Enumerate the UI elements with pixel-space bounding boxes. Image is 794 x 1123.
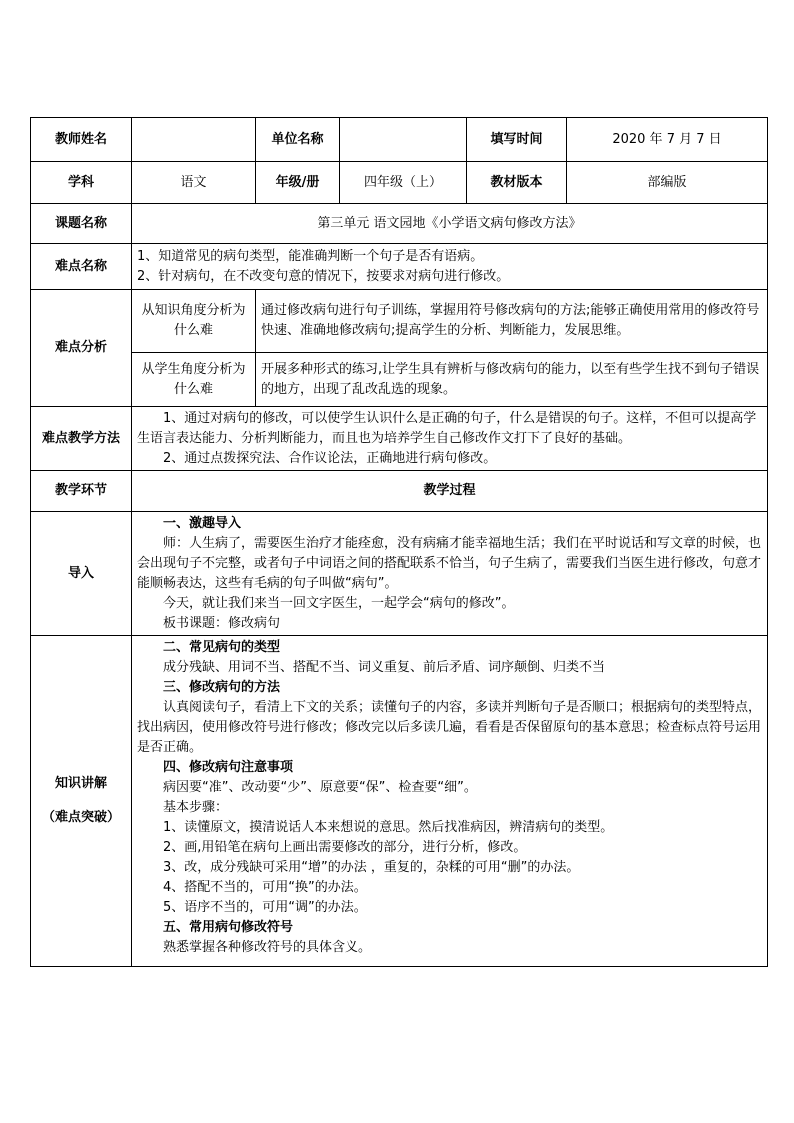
method-content <box>132 407 768 471</box>
student-angle-label: 从学生角度分析为什么难 <box>132 353 256 407</box>
student-angle-text: 开展多种形式的练习,让学生具有辨析与修改病句的能力，以至有些学生找不到句子错误的地方，出现了乱改乱选的现象。 <box>256 353 768 407</box>
knowledge-row <box>31 636 768 967</box>
intro-content <box>132 512 768 636</box>
intro-paragraph-2: 今天，就让我们来当一回文字医生，一起学会“病句的修改”。 <box>163 596 515 611</box>
unit-name-label: 单位名称 <box>256 118 340 162</box>
intro-paragraph-3: 板书课题：修改病句 <box>163 616 281 631</box>
teacher-name-label: 教师姓名 <box>31 118 132 162</box>
knowledge-heading-2: 二、常见病句的类型 <box>163 640 281 655</box>
lesson-plan-table <box>30 117 768 967</box>
knowledge-step-3: 3、改，成分残缺可采用“增”的办法 ，重复的，杂糅的可用“删”的办法。 <box>163 860 580 875</box>
topic-value: 第三单元 语文园地《小学语文病句修改方法》 <box>132 204 768 244</box>
knowledge-angle-label: 从知识角度分析为什么难 <box>132 290 256 353</box>
method-paragraph-1: 1、通过对病句的修改，可以使学生认识什么是正确的句子，什么是错误的句子。这样，不但可以提高学生语言表达能力、分析判断能力，而且也为培养学生自己修改作文打下了良好的基础。 <box>137 410 757 446</box>
intro-heading: 一、激趣导入 <box>163 516 242 531</box>
analysis-row-knowledge <box>31 290 768 353</box>
knowledge-content <box>132 636 768 967</box>
analysis-row-student <box>31 353 768 407</box>
difficulty-line-1: 1、知道常见的病句类型，能准确判断一个句子是否有语病。 <box>137 248 484 264</box>
subject-label: 学科 <box>31 162 132 204</box>
knowledge-sublabel: （难点突破） <box>41 810 120 825</box>
knowledge-label-cell <box>31 636 132 967</box>
knowledge-angle-text: 通过修改病句进行句子训练，掌握用符号修改病句的方法;能够正确使用常用的修改符号快速、准确地修改病句;提高学生的分析、判断能力，发展思维。 <box>256 290 768 353</box>
process-header-label: 教学环节 <box>31 471 132 512</box>
knowledge-notes: 病因要“准”、改动要“少”、原意要“保”、检查要“细”。 <box>163 780 477 795</box>
knowledge-last-line: 熟悉掌握各种修改符号的具体含义。 <box>163 940 372 955</box>
knowledge-method-text: 认真阅读句子，看清上下文的关系；读懂句子的内容，多读并判断句子是否顺口；根据病句的类型特点，找出病因，使用修改符号进行修改；修改完以后多读几遍，看看是否保留原句的基本意思；检查标点符号运用是否正确。 <box>137 700 762 755</box>
header-row-1 <box>31 118 768 162</box>
grade-value: 四年级（上） <box>340 162 467 204</box>
knowledge-label: 知识讲解 <box>54 776 107 791</box>
header-row-2 <box>31 162 768 204</box>
analysis-label: 难点分析 <box>31 290 132 407</box>
topic-row <box>31 204 768 244</box>
edition-label: 教材版本 <box>467 162 567 204</box>
knowledge-step-5: 5、语序不当的，可用“调”的办法。 <box>163 900 367 915</box>
intro-paragraph-1: 师：人生病了，需要医生治疗才能痊愈，没有病痛才能幸福地生活；我们在平时说话和写文章的时候，也会出现句子不完整，或者句子中词语之间的搭配联系不恰当，句子生病了，需要我们当医生进行修改，句意才能顺畅表达，这些有毛病的句子叫做“病句”。 <box>137 536 762 591</box>
edition-value: 部编版 <box>567 162 768 204</box>
difficulty-row <box>31 244 768 290</box>
difficulty-content <box>132 244 768 290</box>
knowledge-steps-title: 基本步骤： <box>163 800 229 815</box>
process-header-value: 教学过程 <box>132 471 768 512</box>
unit-name-value <box>340 118 467 162</box>
knowledge-step-2: 2、画,用铅笔在病句上画出需要修改的部分，进行分析，修改。 <box>163 840 527 855</box>
knowledge-step-1: 1、读懂原文，摸清说话人本来想说的意思。然后找准病因，辨清病句的类型。 <box>163 820 614 835</box>
subject-value: 语文 <box>132 162 256 204</box>
intro-row <box>31 512 768 636</box>
method-row <box>31 407 768 471</box>
knowledge-heading-3: 三、修改病句的方法 <box>163 680 281 695</box>
fill-date-value: 2020 年 7 月 7 日 <box>567 118 768 162</box>
intro-label: 导入 <box>31 512 132 636</box>
grade-label: 年级/册 <box>256 162 340 204</box>
knowledge-heading-4: 四、修改病句注意事项 <box>163 760 294 775</box>
knowledge-step-4: 4、搭配不当的，可用“换”的办法。 <box>163 880 367 895</box>
knowledge-types: 成分残缺、用词不当、搭配不当、词义重复、前后矛盾、词序颠倒、归类不当 <box>163 660 606 675</box>
difficulty-label: 难点名称 <box>31 244 132 290</box>
process-header-row <box>31 471 768 512</box>
topic-label: 课题名称 <box>31 204 132 244</box>
difficulty-line-2: 2、针对病句，在不改变句意的情况下，按要求对病句进行修改。 <box>137 268 510 284</box>
method-label: 难点教学方法 <box>31 407 132 471</box>
teacher-name-value <box>132 118 256 162</box>
method-paragraph-2: 2、通过点拨探究法、合作议论法，正确地进行病句修改。 <box>163 450 497 466</box>
knowledge-heading-5: 五、常用病句修改符号 <box>163 920 294 935</box>
fill-date-label: 填写时间 <box>467 118 567 162</box>
